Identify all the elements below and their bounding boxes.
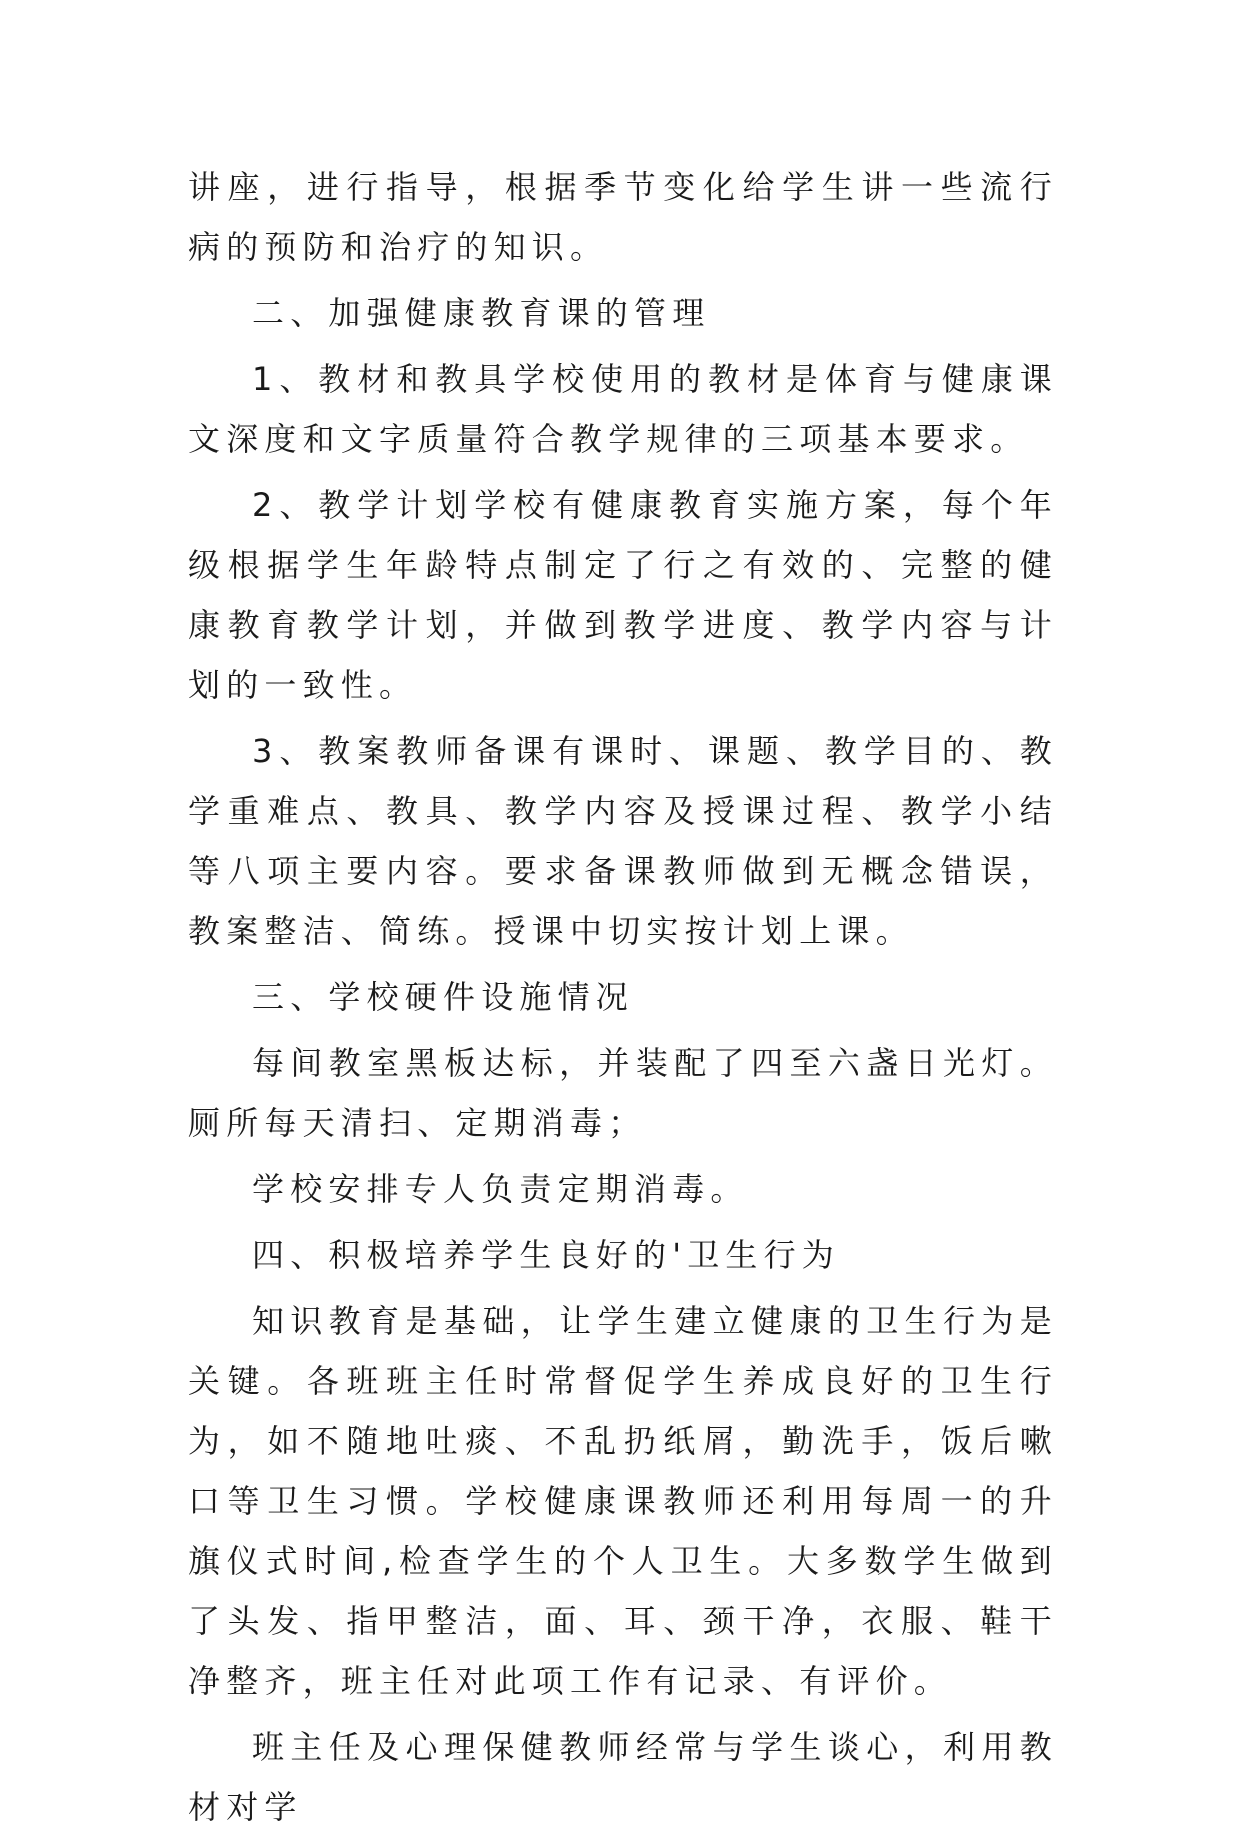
paragraph-facilities: 每间教室黑板达标，并装配了四至六盏日光灯。厕所每天清扫、定期消毒；	[188, 1044, 1058, 1142]
document-body	[188, 157, 1058, 1843]
paragraph-disinfection: 学校安排专人负责定期消毒。	[252, 1170, 749, 1208]
paragraph-counseling: 班主任及心理保健教师经常与学生谈心，利用教材对学	[188, 1728, 1058, 1826]
paragraph-hygiene-behavior: 知识教育是基础，让学生建立健康的卫生行为是关键。各班班主任时常督促学生养成良好的卫生行为，如不随地吐痰、不乱扔纸屑，勤洗手，饭后嗽口等卫生习惯。学校健康课教师还利用每周一的升旗仪式时间,检查学生的个人卫生。大多数学生做到了头发、指甲整洁，面、耳、颈干净，衣服、鞋干净整齐，班主任对此项工作有记录、有评价。	[188, 1302, 1058, 1700]
section-heading-3: 三、学校硬件设施情况	[252, 978, 635, 1016]
paragraph-teaching-plan: 2、教学计划学校有健康教育实施方案，每个年级根据学生年龄特点制定了行之有效的、完整的健康教育教学计划，并做到教学进度、教学内容与计划的一致性。	[188, 486, 1058, 704]
paragraph-continuation: 讲座，进行指导，根据季节变化给学生讲一些流行病的预防和治疗的知识。	[188, 168, 1058, 266]
section-heading-2: 二、加强健康教育课的管理	[252, 294, 711, 332]
section-heading-4: 四、积极培养学生良好的'卫生行为	[252, 1236, 840, 1274]
paragraph-lesson-plans: 3、教案教师备课有课时、课题、教学目的、教学重难点、教具、教学内容及授课过程、教学小结等八项主要内容。要求备课教师做到无概念错误，教案整洁、简练。授课中切实按计划上课。	[188, 732, 1058, 950]
paragraph-textbooks: 1、教材和教具学校使用的教材是体育与健康课文深度和文字质量符合教学规律的三项基本要求。	[188, 360, 1058, 458]
